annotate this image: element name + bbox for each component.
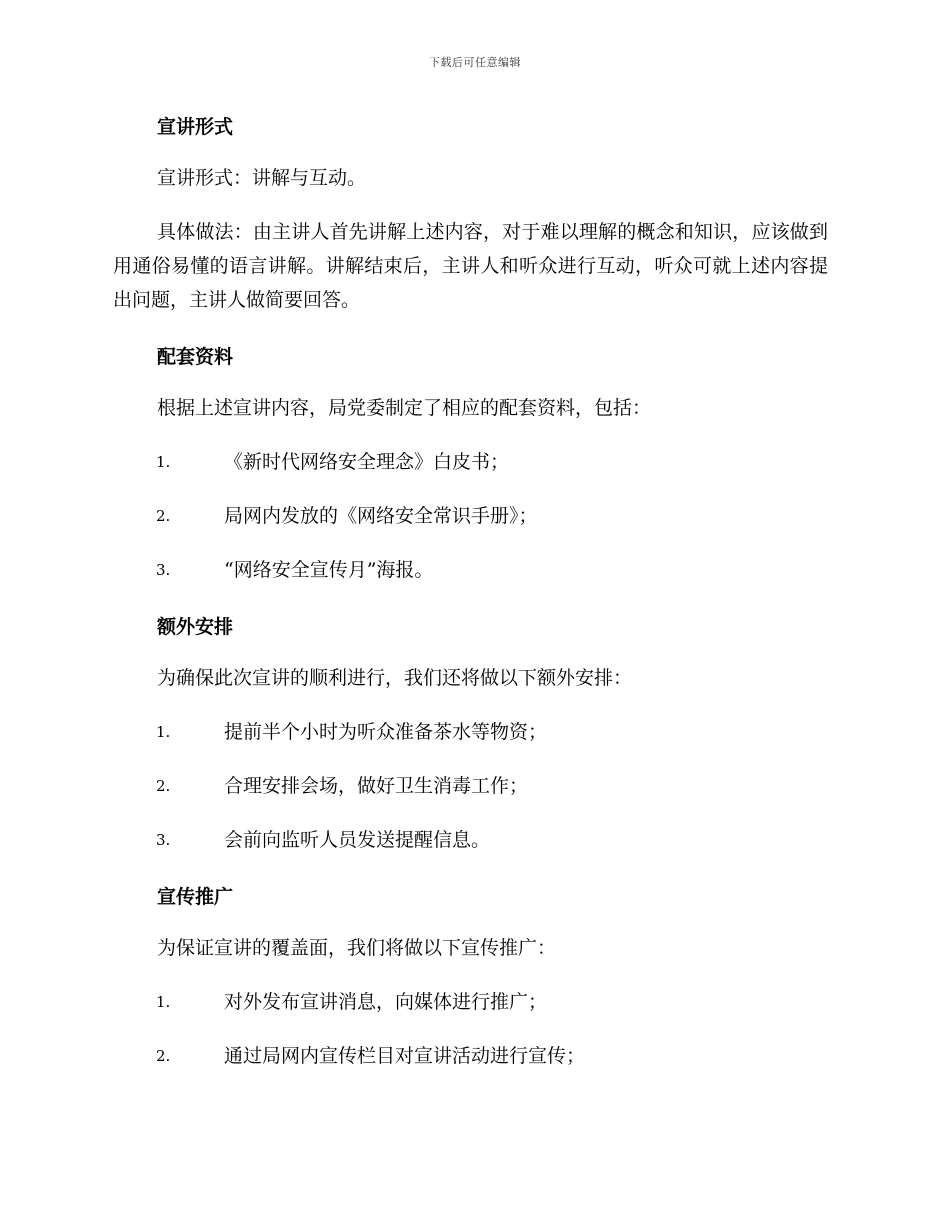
list-item bbox=[0, 985, 950, 1019]
list-item bbox=[0, 553, 950, 587]
list-text: “网络安全宣传月”海报。 bbox=[224, 559, 434, 581]
paragraph: 具体做法：由主讲人首先讲解上述内容，对于难以理解的概念和知识，应该做到用通俗易懂的语言讲解。讲解结束后，主讲人和听众进行互动，听众可就上述内容提出问题，主讲人做简要回答。 bbox=[113, 221, 828, 311]
list-text: 通过局网内宣传栏目对宣讲活动进行宣传； bbox=[224, 1045, 586, 1067]
section-arrangements bbox=[0, 607, 950, 857]
list-item bbox=[0, 499, 950, 533]
list-number: 3. bbox=[156, 561, 171, 579]
list-text: 提前半个小时为听众准备茶水等物资； bbox=[224, 721, 548, 743]
section-format bbox=[0, 107, 950, 317]
section-materials bbox=[0, 337, 950, 587]
list-number: 1. bbox=[156, 993, 171, 1011]
list-item bbox=[0, 1039, 950, 1073]
document-body bbox=[0, 107, 950, 1093]
list-number: 2. bbox=[156, 507, 171, 525]
list-number: 2. bbox=[156, 777, 171, 795]
list-number: 1. bbox=[156, 723, 171, 741]
paragraph: 宣讲形式：讲解与互动。 bbox=[157, 167, 367, 189]
section-heading: 配套资料 bbox=[157, 346, 234, 368]
list-item bbox=[0, 823, 950, 857]
list-text: 对外发布宣讲消息，向媒体进行推广； bbox=[224, 991, 548, 1013]
section-promotion bbox=[0, 877, 950, 1073]
list-text: 会前向监听人员发送提醒信息。 bbox=[224, 829, 491, 851]
list-text: 合理安排会场，做好卫生消毒工作； bbox=[224, 775, 529, 797]
paragraph: 根据上述宣讲内容，局党委制定了相应的配套资料，包括： bbox=[157, 397, 652, 419]
paragraph: 为保证宣讲的覆盖面，我们将做以下宣传推广： bbox=[157, 937, 557, 959]
list-item bbox=[0, 769, 950, 803]
section-heading: 宣讲形式 bbox=[157, 116, 234, 138]
list-text: 局网内发放的《网络安全常识手册》； bbox=[224, 505, 538, 527]
list-item bbox=[0, 715, 950, 749]
section-heading: 宣传推广 bbox=[157, 886, 234, 908]
list-number: 2. bbox=[156, 1047, 171, 1065]
list-item bbox=[0, 445, 950, 479]
list-number: 3. bbox=[156, 831, 171, 849]
list-text: 《新时代网络安全理念》白皮书； bbox=[224, 451, 510, 473]
paragraph: 为确保此次宣讲的顺利进行，我们还将做以下额外安排： bbox=[157, 667, 633, 689]
section-heading: 额外安排 bbox=[157, 616, 234, 638]
list-number: 1. bbox=[156, 453, 171, 471]
page-header: 下载后可任意编辑 bbox=[429, 56, 521, 69]
